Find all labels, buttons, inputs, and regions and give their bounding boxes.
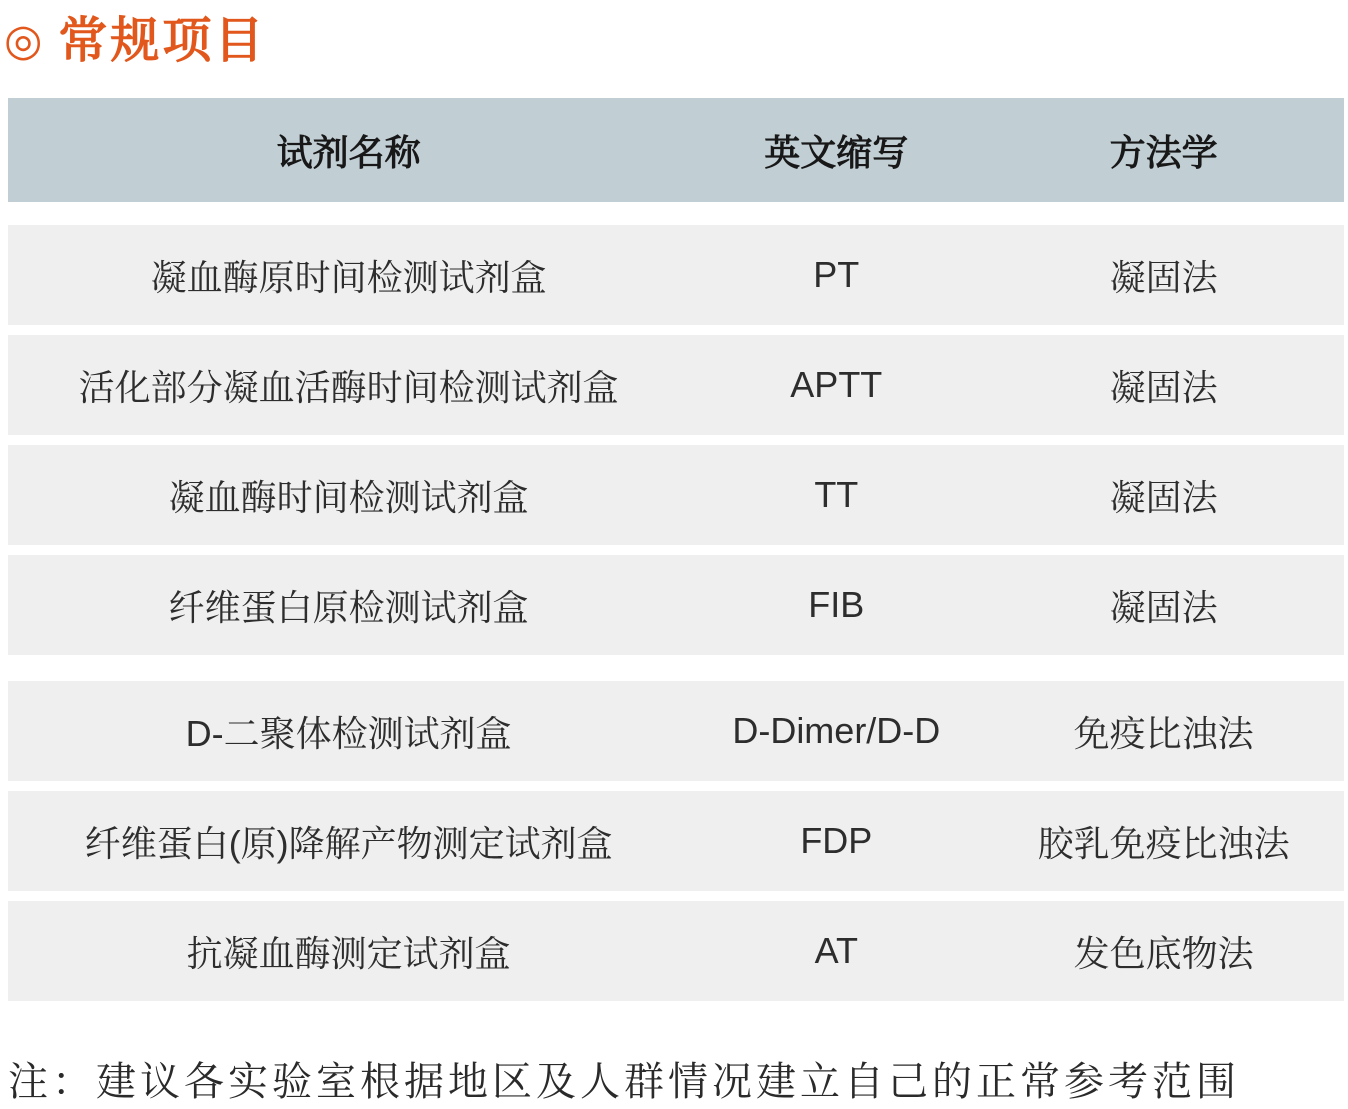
bullseye-icon: ◎ bbox=[4, 16, 43, 65]
table-body bbox=[8, 225, 1344, 1001]
cell-abbreviation: APTT bbox=[790, 364, 883, 405]
cell-reagent-name: 抗凝血酶测定试剂盒 bbox=[186, 932, 511, 974]
cell-reagent-name: 凝血酶时间检测试剂盒 bbox=[168, 476, 529, 518]
cell-abbreviation: PT bbox=[813, 254, 860, 295]
table-row bbox=[8, 445, 1344, 545]
reagent-table bbox=[8, 98, 1344, 1011]
cell-reagent-name: D-二聚体检测试剂盒 bbox=[185, 712, 512, 754]
table-row bbox=[8, 555, 1344, 655]
table-row bbox=[8, 681, 1344, 781]
cell-reagent-name: 凝血酶原时间检测试剂盒 bbox=[150, 256, 547, 298]
cell-reagent-name: 活化部分凝血活酶时间检测试剂盒 bbox=[78, 366, 619, 408]
cell-abbreviation: AT bbox=[814, 930, 858, 971]
cell-methodology: 免疫比浊法 bbox=[1073, 712, 1254, 754]
page-title bbox=[4, 2, 266, 72]
col-header-methodology: 方法学 bbox=[1109, 131, 1218, 173]
cell-abbreviation: FDP bbox=[800, 820, 873, 861]
cell-methodology: 发色底物法 bbox=[1073, 932, 1254, 974]
cell-methodology: 凝固法 bbox=[1109, 366, 1218, 408]
cell-reagent-name: 纤维蛋白(原)降解产物测定试剂盒 bbox=[84, 822, 613, 864]
cell-methodology: 胶乳免疫比浊法 bbox=[1037, 822, 1290, 864]
col-header-abbreviation: 英文缩写 bbox=[764, 131, 909, 173]
cell-methodology: 凝固法 bbox=[1109, 586, 1218, 628]
table-header-row bbox=[8, 98, 1344, 202]
table-row bbox=[8, 335, 1344, 435]
page-title-text: 常规项目 bbox=[58, 14, 267, 68]
cell-abbreviation: TT bbox=[814, 474, 859, 515]
table-row bbox=[8, 791, 1344, 891]
footnote: 注：建议各实验室根据地区及人群情况建立自己的正常参考范围 bbox=[8, 1059, 1240, 1104]
table-row bbox=[8, 225, 1344, 325]
cell-methodology: 凝固法 bbox=[1109, 256, 1218, 298]
table-row bbox=[8, 901, 1344, 1001]
cell-abbreviation: FIB bbox=[808, 584, 865, 625]
cell-methodology: 凝固法 bbox=[1109, 476, 1218, 518]
col-header-reagent-name: 试剂名称 bbox=[276, 131, 421, 173]
table-group-1 bbox=[8, 225, 1344, 655]
table-group-2 bbox=[8, 681, 1344, 1001]
cell-abbreviation: D-Dimer/D-D bbox=[732, 710, 941, 751]
cell-reagent-name: 纤维蛋白原检测试剂盒 bbox=[168, 586, 529, 628]
